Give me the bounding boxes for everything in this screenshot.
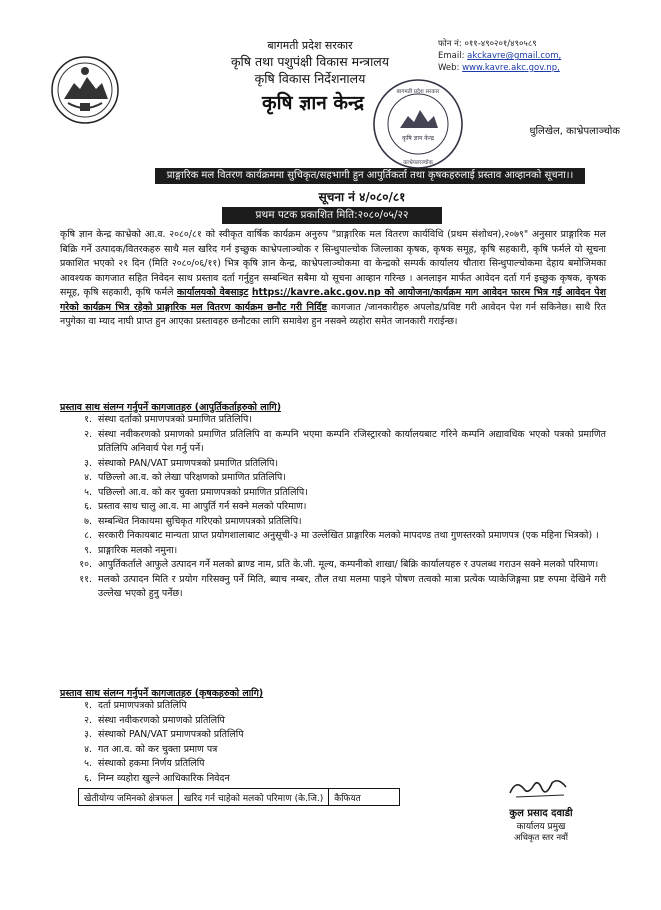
list-item (74, 544, 606, 559)
farmer-documents-section (60, 686, 480, 806)
list-item-text: संस्था नवीकरणको प्रमाणको प्रतिलिपि (98, 714, 225, 726)
list-item-number: ५. (84, 486, 92, 498)
notice-number: सूचना नं ४/०८०/८१ (318, 190, 406, 204)
office-name: कृषि ज्ञान केन्द्र (262, 92, 364, 114)
list-item-number: ५. (84, 758, 92, 769)
list-item-number: १. (84, 700, 92, 711)
list-item (74, 471, 606, 486)
list-item-text: संस्थाको हकमा निर्णय प्रतिलिपि (98, 758, 205, 769)
list-item-number: ९. (84, 544, 92, 556)
signatory-grade: अधिकृत स्तर नवौं (514, 833, 568, 843)
list-item (74, 699, 480, 714)
table-cell: कैफियत (329, 789, 400, 806)
list-item-text: सरकारी निकायबाट मान्यता प्राप्त प्रयोगशालाबाट अनुसूची-३ मा उल्लेखित प्राङ्गारिक मलको मापदण्ड तथा गुणस्तरको प्रमाणपत्र (एक महिना भित्रको) । (98, 530, 599, 541)
list-item-number: २. (84, 428, 92, 440)
list-item (74, 558, 606, 573)
website-url-link[interactable]: https://kavre.akc.gov.np (251, 287, 381, 298)
list-item (74, 529, 606, 544)
list-item (74, 457, 606, 472)
list-item-number: ६. (84, 772, 92, 784)
list-item-text: मलको उत्पादन मिति र प्रयोग गरिसक्नु पर्ने मिति, ब्याच नम्बर, तौल तथा मलमा पाइने पोषण तत्वको मात्रा प्रत्येक प्याकेजिङ्गमा प्रष्ट रुपमा देखिने गरी उल्लेख भएको हुनु पर्नेछ। (98, 573, 606, 599)
section-title-farmers: प्रस्ताव साथ संलग्न गर्नुपर्ने कागजातहरु (कृषकहरुको लागि) (60, 688, 264, 699)
email-link[interactable]: akckavre@gmail.com, (467, 51, 562, 61)
farmer-documents-list (74, 699, 480, 786)
notice-body-paragraph: कृषि ज्ञान केन्द्र काभ्रेको आ.व. २०८०/८१ को स्वीकृत वार्षिक कार्यक्रम अनुरुप "प्राङ्गारिक मल वितरण कार्यविधि (प्रथम संशोधन),२०७९" अनुसार प्राङ्गारिक मल बिक्रि गर्ने उत्पादक/वितरकहरु साथै मल खरिद गर्न इच्छुक काभ्रेपलाञ्चोक र सिन्धुपाल्चोक जिल्लाका कृषक, कृषक समूह, कृषि सहकारी, कृषि फर्मले यो सूचना प्रकाशित भएको २१ दिन (मिति २०८०/०६/११) भित्र कृषि ज्ञान केन्द्र, काभ्रेपलाञ्चोकमा वा केन्द्रको सम्पर्क कार्यालय चौतारा सिन्धुपाल्चोकमा देहाय बमोजिमका आवश्यक कागजात सहित निवेदन साथ प्रस्ताव दर्ता गर्नुहुन सम्बन्धित सबैमा यो सूचना आव्हान गरिन्छ । अनलाइन मार्फत आवेदन दर्ता गर्न इच्छुक कृषक, कृषक समूह, कृषि सहकारी, कृषि फर्मले कार्यालयको वेबसाइट https://kavre.akc.gov.np को आयोजना/कार्यक्रम माग आवेदन फारम भित्र गई आवेदन पेश गरेको कार्यक्रम भित्र रहेको प्राङ्गारिक मल वितरण कार्यक्रम छनौट गरी निर्दिष्ट कागजात /जानकारीहरु अपलोड/प्रविष्ट गरी आवेदन पेश गर्न सकिनेछ। साथै रित नपुगेका वा म्याद नाघी प्राप्त हुन आएका प्रस्तावहरु छनौटका लागि समावेश हुन नसक्ने व्यहोरा समेत जानकारी गराईन्छ। (60, 229, 606, 327)
list-item-text: पछिल्लो आ.व. को लेखा परिक्षणको प्रमाणित प्रतिलिपि। (98, 472, 286, 483)
list-item (74, 515, 606, 530)
web-link[interactable]: www.kavre.akc.gov.np, (462, 63, 560, 73)
svg-text:कृषि ज्ञान केन्द्र: कृषि ज्ञान केन्द्र (402, 135, 434, 142)
svg-text:बागमती प्रदेश सरकार: बागमती प्रदेश सरकार (396, 89, 440, 95)
list-item (74, 728, 480, 743)
list-item (74, 743, 480, 758)
list-item (74, 486, 606, 501)
supplier-documents-list (74, 413, 606, 602)
publish-date-banner: प्रथम पटक प्रकाशित मिति:२०८०/०५/२२ (222, 207, 442, 224)
list-item-text: संस्थाको PAN/VAT प्रमाणपत्रको प्रतिलिपि (98, 729, 244, 740)
directorate-name: कृषि विकास निर्देशनालय (254, 71, 366, 86)
list-item-text: गत आ.व. को कर चुक्ता प्रमाण पत्र (98, 743, 218, 755)
svg-text:काभ्रेपलाञ्चोक: काभ्रेपलाञ्चोक (403, 160, 433, 166)
signatory-name: कुल प्रसाद दवाडी (509, 808, 573, 819)
nepal-emblem-logo (50, 55, 120, 125)
gov-name: बागमती प्रदेश सरकार (267, 39, 353, 52)
list-item-number: ३. (84, 457, 92, 469)
list-item-text: निम्न व्यहोरा खुल्ने आधिकारिक निवेदन (98, 772, 230, 784)
office-seal-stamp (372, 78, 464, 170)
list-item (74, 500, 606, 515)
website-link-label[interactable]: कार्यालयको वेबसाइट (176, 287, 249, 298)
list-item (74, 757, 480, 772)
office-location: धुलिखेल, काभ्रेपलाञ्चोक (529, 126, 620, 137)
table-cell: खरिद गर्न चाहेको मलको परिमाण (के.जि.) (178, 789, 328, 806)
phone-line: फोन नं: ०११-४९०२०१/४९०५८९ (438, 39, 537, 49)
list-item-number: ८. (84, 530, 92, 541)
list-item-text: आपुर्तिकर्ताले आफुले उत्पादन गर्ने मलको ब्राण्ड नाम, प्रति के.जी. मूल्य, कम्पनीको शाखा/ बिक्रि कार्यालयहरु र उपलब्ध गराउन सक्ने मलको परिमाण। (98, 559, 599, 570)
list-item-number: ३. (84, 729, 92, 740)
email-line: Email: akckavre@gmail.com, (438, 51, 562, 61)
list-item-number: ११. (79, 573, 92, 585)
list-item-text: संस्थाको PAN/VAT प्रमाणपत्रको प्रमाणित प्रतिलिपि। (98, 457, 279, 469)
list-item-number: २. (84, 714, 92, 726)
list-item-number: ४. (84, 743, 92, 755)
list-item-number: ६. (84, 501, 92, 512)
list-item-text: दर्ता प्रमाणपत्रको प्रतिलिपि (98, 700, 187, 711)
ministry-name: कृषि तथा पशुपंक्षी विकास मन्त्रालय (230, 54, 390, 69)
list-item (74, 772, 480, 787)
list-item-number: १०. (79, 559, 92, 570)
list-item-text: संस्था दर्ताको प्रमाणपत्रको प्रमाणित प्रतिलिपि। (98, 414, 252, 425)
list-item (74, 428, 606, 457)
list-item-text: प्राङ्गारिक मलको नमुना। (98, 544, 178, 556)
list-item-text: संस्था नवीकरणको प्रमाणको प्रमाणित प्रतिलिपि वा कम्पनि भएमा कम्पनि रजिस्ट्रारको कार्यालयबाट गरिने कम्पनि अद्यावधिक भएको पत्रको प्रमाणित प्रतिलिपि अनिवार्य पेश गर्नु पर्ने। (98, 428, 606, 454)
notice-banner: प्राङ्गारिक मल वितरण कार्यक्रममा सुचिकृत/सहभागी हुन आपुर्तिकर्ता तथा कृषकहरुलाई प्रस्ताव आव्हानको सूचना।। (155, 168, 585, 184)
list-item-number: १. (84, 414, 92, 425)
list-item-text: पछिल्लो आ.व. को कर चुक्ता प्रमाणपत्रको प्रमाणित प्रतिलिपि। (98, 486, 308, 498)
farmer-application-table (78, 788, 400, 806)
signature-block (486, 775, 596, 843)
table-row (79, 789, 400, 806)
list-item (74, 413, 606, 428)
list-item (74, 573, 606, 602)
list-item-number: ४. (84, 472, 92, 483)
list-item (74, 714, 480, 729)
web-line: Web: www.kavre.akc.gov.np, (438, 63, 560, 73)
table-cell: खेतीयोग्य जमिनको क्षेत्रफल (79, 789, 179, 806)
supplier-documents-section (60, 400, 606, 602)
list-item-number: ७. (84, 515, 92, 527)
section-title-suppliers: प्रस्ताव साथ संलग्न गर्नुपर्ने कागजातहरु (आपुर्तिकर्ताहरुको लागि) (60, 402, 281, 413)
handwritten-signature (506, 775, 576, 801)
signatory-role: कार्यालय प्रमुख (516, 822, 566, 832)
list-item-text: सम्बन्धित निकायमा सुचिकृत गरिएको प्रमाणपत्रको प्रतिलिपि। (98, 515, 302, 527)
contact-block (438, 38, 638, 74)
list-item-text: प्रस्ताव साथ चालु आ.व. मा आपुर्ति गर्न सक्ने मलको परिमाण। (98, 501, 307, 512)
